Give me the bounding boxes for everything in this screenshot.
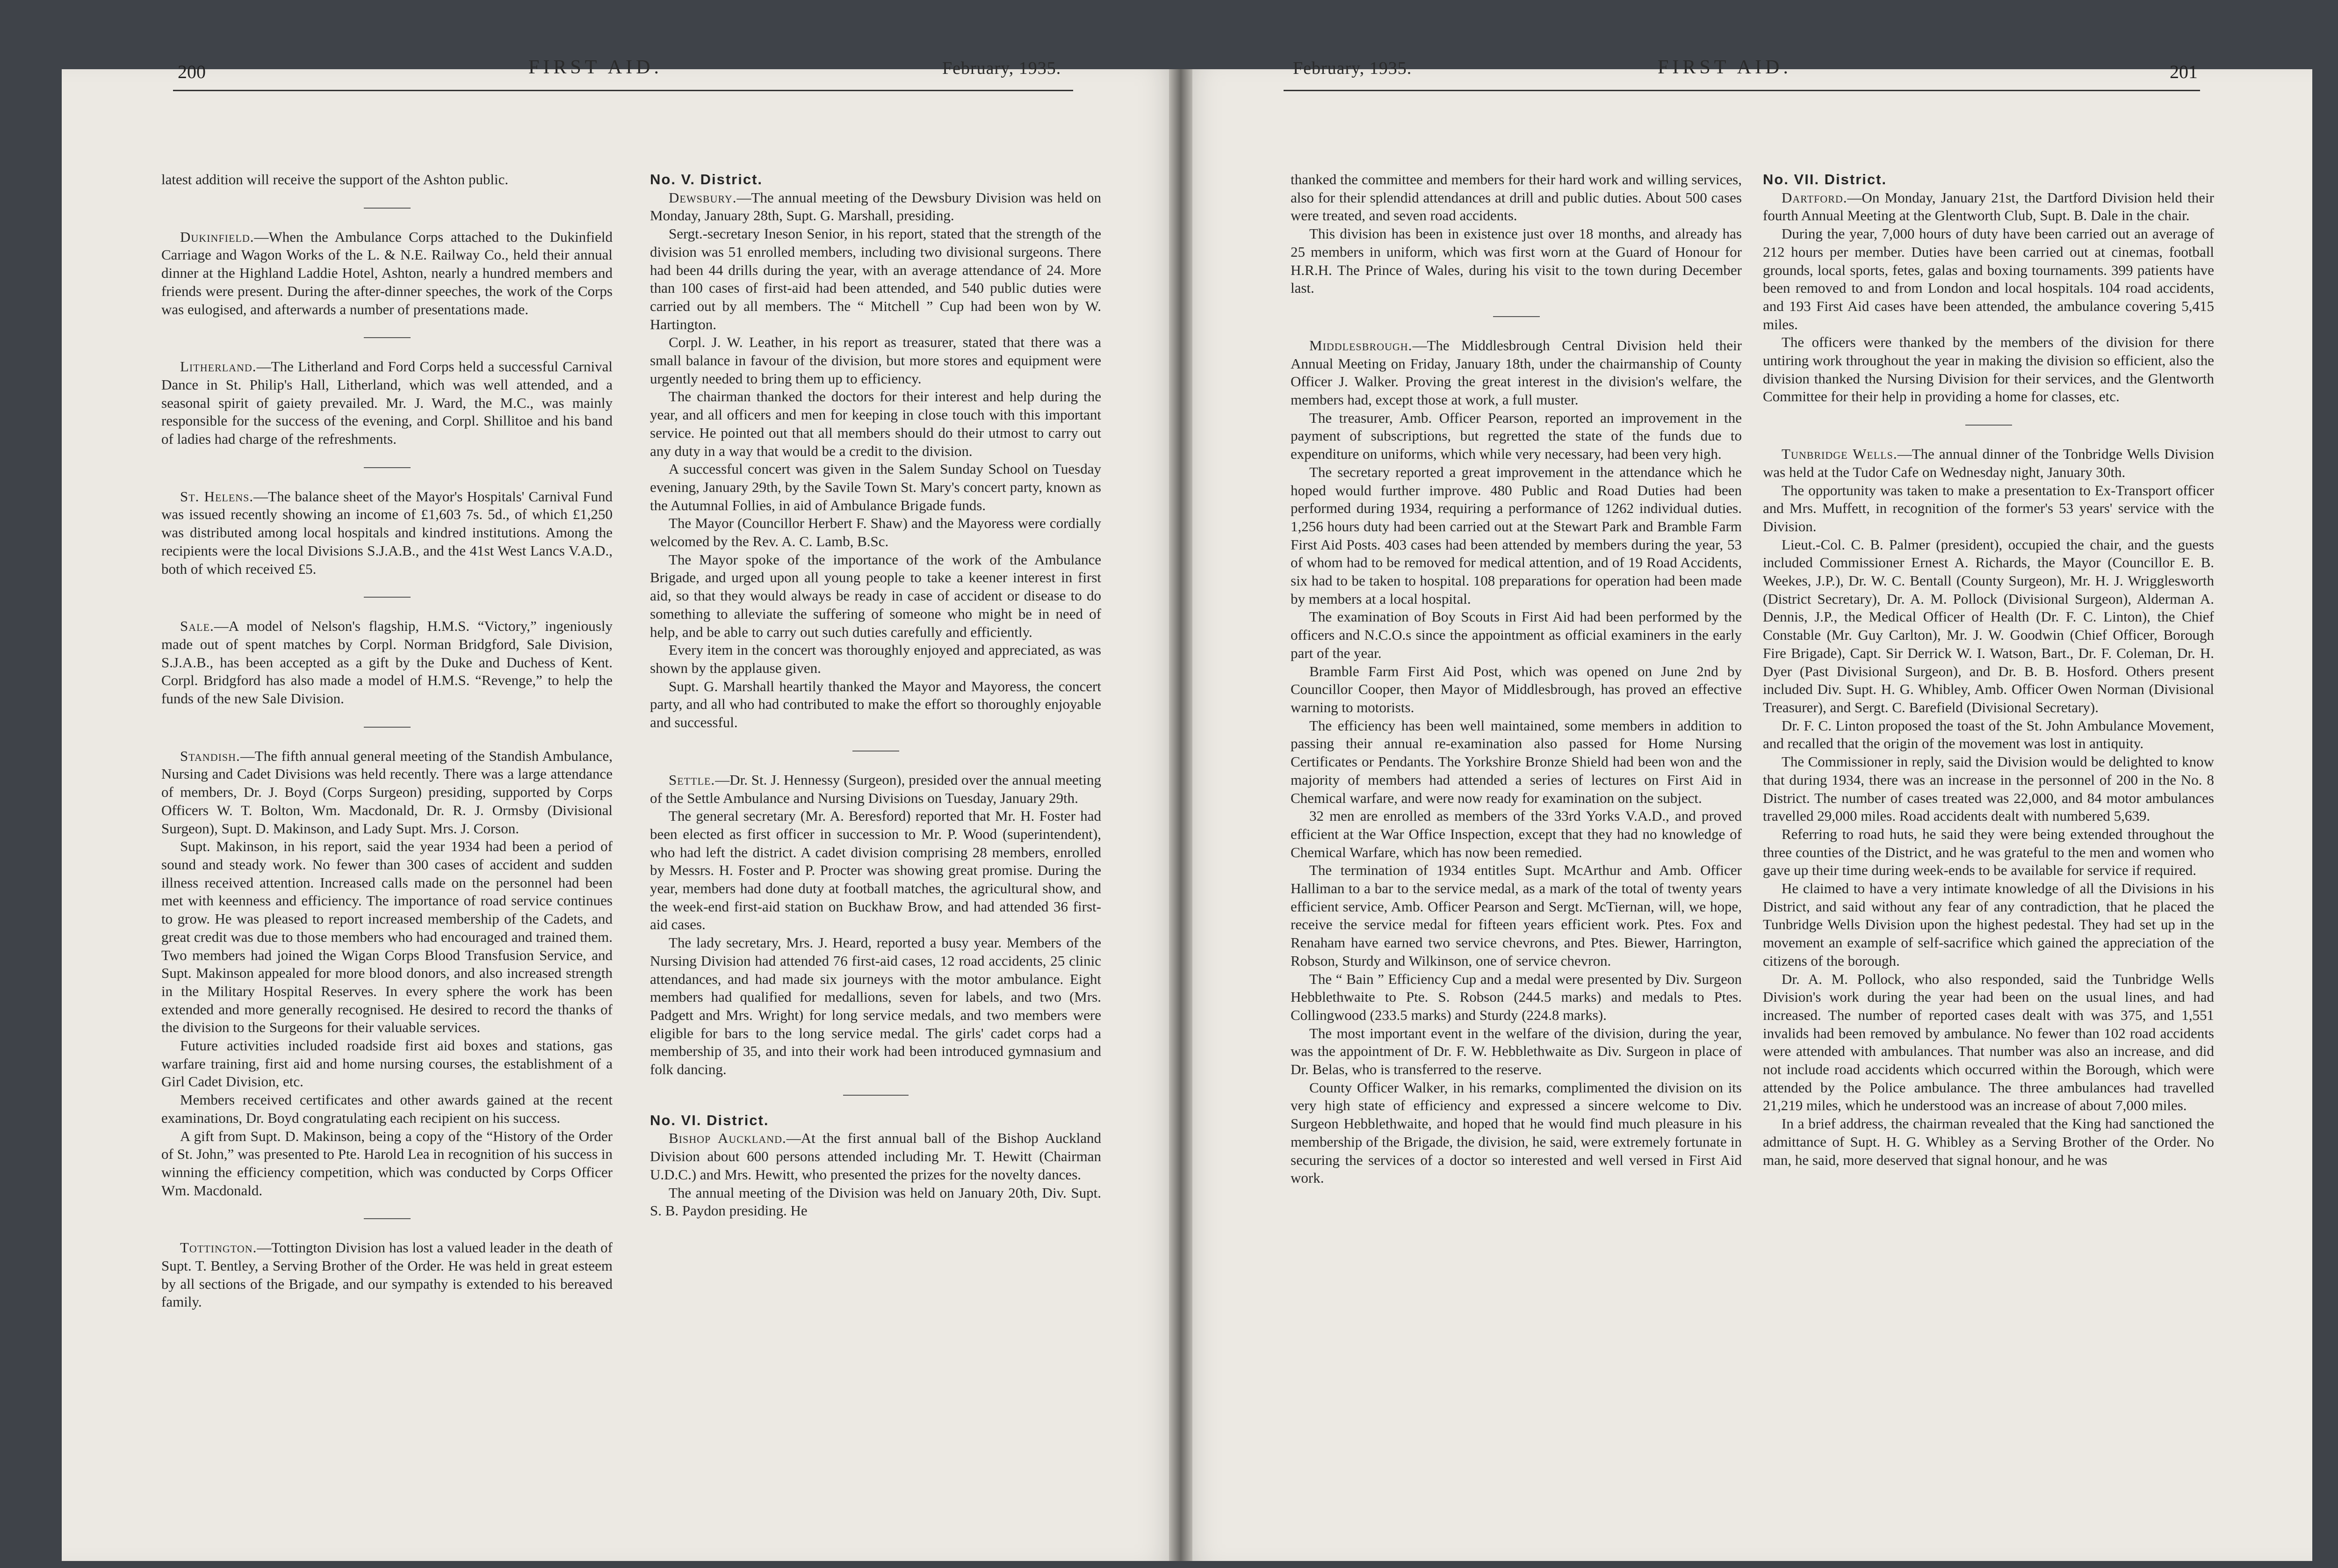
paragraph — [650, 225, 1101, 333]
paragraph — [1763, 1115, 2214, 1169]
paragraph-text: Dr. F. C. Linton proposed the toast of the St. John Ambulance Movement, and recalled that the origin of the movement was lost in antiquity. — [1763, 717, 2214, 752]
paragraph — [1291, 171, 1742, 225]
paragraph-text: A gift from Supt. D. Makinson, being a copy of the “History of the Order of St. John,” was presented to Pte. Harold Lea in recognition of his success in winning the efficiency competition, which was conducted by Corps Officer Wm. Macdonald. — [161, 1127, 613, 1199]
paragraph-text: —At the first annual ball of the Bishop Auckland Division about 600 persons attended including Mr. T. Hewitt (Chairman U.D.C.) and Mrs. Hewitt, who presented the prizes for the novelty dances. — [650, 1130, 1102, 1183]
paragraph — [1763, 333, 2214, 406]
paragraph — [650, 460, 1101, 514]
news-item — [161, 228, 613, 319]
place-name: Middlesbrough. — [1309, 337, 1413, 354]
paragraph-text: Corpl. J. W. Leather, in his report as treasurer, stated that there was a small balance in favour of the division, but more stores and equipment were urgently needed to bring them up to efficiency. — [650, 334, 1101, 387]
paragraph-text: —A model of Nelson's flagship, H.M.S. “Victory,” ingeniously made out of spent matches by Corpl. Norman Bridgford, Sale Division, S.J.A.B., has been accepted as a gift by the Duke and Duchess of Kent. Corpl. Bridgford has also made a model of H.M.S. “Revenge,” to help the funds of the new Sale Division. — [161, 618, 613, 707]
paragraph-text: —The Middlesbrough Central Division held their Annual Meeting on Friday, January 18th, under the chairmanship of County Officer J. Walker. Proving the great interest in the division's welfare, the members had, except those at work, a full muster. — [1291, 337, 1742, 408]
paragraph-text: —The annual meeting of the Dewsbury Division was held on Monday, January 28th, Supt. G. Marshall, presiding. — [650, 189, 1101, 224]
place-name: St. Helens. — [180, 488, 254, 505]
paragraph — [161, 1091, 613, 1127]
paragraph-text: In a brief address, the chairman revealed that the King had sanctioned the admittance of Supt. H. G. Whibley as a Serving Brother of the Order. No man, he said, more deserved that signal honour, and he was — [1763, 1115, 2214, 1168]
paragraph-separator — [364, 597, 411, 598]
paragraph-text: The most important event in the welfare of the division, during the year, was the appointment of Dr. F. W. Hebblethwaite as Div. Surgeon in place of Dr. Belas, who is transferred to the reserve. — [1291, 1025, 1742, 1078]
paragraph-text: —The annual dinner of the Tonbridge Wells Division was held at the Tudor Cafe on Wednesday night, January 30th. — [1763, 446, 2214, 480]
paragraph-text: The “ Bain ” Efficiency Cup and a medal were presented by Div. Surgeon Hebblethwaite to Pte. S. Robson (244.5 marks) and medals to Ptes. Collingwood (233.5 marks) and Sturdy (224.8 marks). — [1291, 970, 1742, 1023]
section-divider — [843, 1095, 909, 1096]
paragraph — [161, 171, 613, 189]
paragraph-text: The Mayor (Councillor Herbert F. Shaw) and the Mayoress were cordially welcomed by the Rev. A. C. Lamb, B.Sc. — [650, 515, 1101, 550]
paragraph — [1291, 1025, 1742, 1079]
paragraph-text: —When the Ambulance Corps attached to the Dukinfield Carriage and Wagon Works of the L. & N.E. Railway Co., held their annual dinner at the Highland Laddie Hotel, Ashton, nearly a hundred members and friends were present. During the after-dinner speeches, the work of the Corps was eulogised, and afterwards a number of presentations made. — [161, 228, 613, 318]
book-gutter — [1169, 69, 1192, 1561]
paragraph — [1291, 608, 1742, 662]
paragraph-text: The Commissioner in reply, said the Division would be delighted to know that during 1934, there was an increase in the personnel of 200 in the No. 8 District. The number of cases treated was 22,000, and 84 motor ambulances travelled 29,000 miles. Road accidents dealt with numbered 5,639. — [1763, 753, 2214, 824]
paragraph — [650, 333, 1101, 388]
left-column-1 — [161, 171, 613, 1311]
right-column-1 — [1291, 171, 1742, 1187]
news-item — [1763, 445, 2214, 481]
district-heading: No. VII. District. — [1763, 171, 1887, 188]
paragraph — [1291, 663, 1742, 717]
left-page-number: 200 — [178, 61, 206, 82]
paragraph-text: —The balance sheet of the Mayor's Hospitals' Carnival Fund was issued recently showing an income of £1,603 7s. 5d., of which £1,250 was distributed among local hospitals and kindred institutions. Among the recipients were the local Divisions S.J.A.B., and the 41st West Lancs V.A.D., both of which received £5. — [161, 488, 613, 577]
paragraph-separator — [364, 467, 411, 468]
paragraph-text: Dr. A. M. Pollock, who also responded, said the Tunbridge Wells Division's work during the year had been on the usual lines, and had increased. The number of reported cases dealt with was 375, and 1,551 invalids had been removed by ambulance. No fewer than 102 road accidents were attended with ambulances. That number was also an increase, and did not include road accidents which occurred within the Borough, which were attended by the Police ambulance. The three ambulances had travelled 21,219 miles, which he understood was an increase of about 7,000 miles. — [1763, 970, 2214, 1114]
paragraph — [1763, 482, 2214, 536]
paragraph — [161, 838, 613, 1037]
news-item — [650, 1129, 1101, 1184]
paragraph — [1763, 536, 2214, 717]
district-heading: No. VI. District. — [650, 1112, 769, 1128]
paragraph-text: thanked the committee and members for their hard work and willing services, also for their splendid attendances at drill and public duties. About 500 cases were treated, and seven road accidents. — [1291, 171, 1742, 224]
paragraph — [650, 514, 1101, 550]
paragraph-text: The annual meeting of the Division was held on January 20th, Div. Supt. S. B. Paydon presiding. He — [650, 1184, 1101, 1219]
paragraph-text: —Tottington Division has lost a valued leader in the death of Supt. T. Bentley, a Serving Brother of the Order. He was held in great esteem by all sections of the Brigade, and our sympathy is extended to his bereaved family. — [161, 1239, 613, 1310]
paragraph-text: Referring to road huts, he said they were being extended throughout the three counties of the District, and he was grateful to the men and women who gave up their time during week-ends to be available for service if required. — [1763, 825, 2214, 879]
paragraph-text: Future activities included roadside first aid boxes and stations, gas warfare training, first aid and home nursing courses, the establishment of a Girl Cadet Division, etc. — [161, 1037, 613, 1090]
paragraph-text: Supt. G. Marshall heartily thanked the Mayor and Mayoress, the concert party, and all who had contributed to make the effort so thoroughly enjoyable and successful. — [650, 678, 1101, 731]
paragraph-separator — [364, 727, 411, 728]
left-running-title: FIRST AID. — [528, 57, 663, 78]
news-item — [161, 617, 613, 708]
paragraph-text: Sergt.-secretary Ineson Senior, in his report, stated that the strength of the division was 51 enrolled members, including two divisional surgeons. There had been 44 drills during the year, with an average attendance of 24. More than 100 cases of first-aid had been attended, and 540 public duties were carried out by all members. The “ Mitchell ” Cup had been won by W. Hartington. — [650, 225, 1101, 332]
paragraph — [1291, 807, 1742, 861]
left-column-2 — [650, 171, 1101, 1220]
paragraph-text: This division has been in existence just over 18 months, and already has 25 members in uniform, which was first worn at the Guard of Honour for H.R.H. The Prince of Wales, during his visit to the town during December last. — [1291, 225, 1742, 296]
news-item — [1291, 337, 1742, 409]
right-page-number: 201 — [2170, 61, 2198, 82]
paragraph-text: During the year, 7,000 hours of duty have been carried out an average of 212 hours per member. Duties have been carried out at cinemas, football grounds, local sports, fetes, galas and boxing tournaments. 399 patients have been removed to and from London and local hospitals. 104 road accidents, and 193 First Aid cases have been attended, the ambulance covering 5,415 miles. — [1763, 225, 2214, 332]
right-column-2 — [1763, 171, 2214, 1169]
paragraph — [1763, 753, 2214, 825]
paragraph — [650, 388, 1101, 460]
paragraph-separator — [364, 337, 411, 338]
paragraph-text: The general secretary (Mr. A. Beresford) reported that Mr. H. Foster had been elected as first officer in succession to Mr. P. Wood (superintendent), who had left the district. A cadet division comprising 28 members, enrolled by Messrs. H. Foster and P. Procter was showing great promise. During the year, members had done duty at football matches, the agricultural show, and the week-end first-aid station on Buckhaw Brow, and had attended 36 first-aid cases. — [650, 808, 1101, 933]
place-name: Tunbridge Wells. — [1782, 446, 1898, 462]
paragraph — [1763, 970, 2214, 1115]
paragraph — [650, 807, 1101, 934]
place-name: Dartford. — [1782, 189, 1847, 206]
paragraph-text: —The Litherland and Ford Corps held a successful Carnival Dance in St. Philip's Hall, Litherland, which was well attended, and a seasonal spirit of gaiety prevailed. Mr. J. Ward, the M.C., was mainly responsible for the success of the evening, and Corpl. Shillitoe and his band of ladies had charge of the refreshments. — [161, 358, 613, 448]
paragraph — [1291, 861, 1742, 970]
news-item — [650, 771, 1101, 807]
news-item — [161, 488, 613, 578]
place-name: Tottington. — [180, 1239, 257, 1256]
news-item — [161, 358, 613, 448]
paragraph-separator — [1493, 316, 1540, 317]
place-name: Bishop Auckland. — [669, 1130, 787, 1147]
news-item — [161, 1239, 613, 1311]
paragraph — [650, 641, 1101, 677]
paragraph-text: Supt. Makinson, in his report, said the year 1934 had been a period of sound and steady work. No fewer than 300 cases of accident and sudden illness received attention. Increased calls made on the personnel had been met with keenness and efficiency. The importance of road service continues to grow. He was pleased to report increased membership of the Cadets, and great credit was due to those members who had encouraged and trained them. Two members had joined the Wigan Corps Blood Transfusion Service, and Supt. Makinson appealed for more blood donors, and also increased strength in the Military Hospital Reserves. In every sphere the work has been extended and more generally recognised. He desired to record the thanks of the division to the Surgeons for their valuable services. — [161, 838, 613, 1036]
paragraph-text: —Dr. St. J. Hennessy (Surgeon), presided over the annual meeting of the Settle Ambulance and Nursing Divisions on Tuesday, January 29th. — [650, 771, 1101, 806]
paragraph-text: 32 men are enrolled as members of the 33rd Yorks V.A.D., and proved efficient at the War Office Inspection, except that they had no knowledge of Chemical Warfare, which has now been remedied. — [1291, 808, 1742, 860]
place-name: Sale. — [180, 618, 214, 635]
paragraph-text: The chairman thanked the doctors for their interest and help during the year, and all officers and men for keeping in close touch with this important service. He pointed out that all members should do their utmost to carry out any duty in a way that would be a credit to the division. — [650, 388, 1101, 459]
paragraph — [1291, 225, 1742, 297]
news-item — [650, 189, 1101, 225]
paragraph — [650, 678, 1101, 732]
place-name: Dewsbury. — [669, 189, 737, 206]
paragraph-text: The officers were thanked by the members of the division for there untiring work throughout the year in making the division so efficient, also the division thanked the Nursing Division for their services, and the Glentworth Committee for their help in providing a home for classes, etc. — [1763, 334, 2214, 405]
district-heading: No. V. District. — [650, 171, 763, 188]
paragraph-text: —The fifth annual general meeting of the Standish Ambulance, Nursing and Cadet Divisions was held recently. There was a large attendance of members, Dr. J. Boyd (Corps Surgeon) presiding, supported by Corps Officers W. T. Bolton, Wm. Macdonald, Dr. R. J. Ormsby (Divisional Surgeon), Supt. D. Makinson, and Lady Supt. Mrs. J. Corson. — [161, 747, 613, 837]
paragraph-text: He claimed to have a very intimate knowledge of all the Divisions in his District, and said without any fear of any contradiction, that he placed the Tunbridge Wells Division upon the highest pedestal. They had set up in the movement an example of self-sacrifice which gained the appreciation of the citizens of the borough. — [1763, 880, 2214, 969]
paragraph-text: The opportunity was taken to make a presentation to Ex-Transport officer and Mrs. Muffett, in recognition of the former's 53 years' service with the Division. — [1763, 482, 2214, 535]
paragraph-text: The lady secretary, Mrs. J. Heard, reported a busy year. Members of the Nursing Division had attended 76 first-aid cases, 12 road accidents, 25 clinic attendances, and had made six journeys with the motor ambulance. Eight members had qualified for medallions, seven for labels, and two (Mrs. Padgett and Mrs. Wright) for long service medals, and two members were eligible for bars to the long service medal. The girls' cadet corps had a membership of 35, and into their work had been introduced gymnasium and folk dancing. — [650, 934, 1101, 1078]
paragraph — [650, 1184, 1101, 1220]
paragraph — [1291, 409, 1742, 463]
paragraph-text: Every item in the concert was thoroughly enjoyed and appreciated, as was shown by the applause given. — [650, 642, 1101, 676]
paragraph — [161, 1037, 613, 1091]
left-header-rule — [173, 90, 1073, 91]
paragraph — [1763, 225, 2214, 333]
paragraph — [161, 1127, 613, 1200]
paragraph-text: The treasurer, Amb. Officer Pearson, reported an improvement in the payment of subscriptions, but regretted the state of the funds due to expenditure on uniforms, which while very necessary, had been very high. — [1291, 409, 1742, 462]
paragraph-separator — [1965, 425, 2012, 426]
paragraph-text: Members received certificates and other awards gained at the recent examinations, Dr. Boyd congratulating each recipient on his success. — [161, 1091, 613, 1126]
paragraph-text: County Officer Walker, in his remarks, complimented the division on its very high state of efficiency and expressed a sincere welcome to Div. Surgeon Hebblethwaite, and hoped that he would find much pleasure in his membership of the Brigade, the division, he said, were extremely fortunate in securing the services of a doctor so interested and well versed in First Aid work. — [1291, 1079, 1742, 1186]
paragraph — [650, 934, 1101, 1079]
paragraph-text: The termination of 1934 entitles Supt. McArthur and Amb. Officer Halliman to a bar to the service medal, as a mark of the total of twenty years efficient service, Amb. Officer Pearson and Sergt. McTiernan, will, we hope, receive the service medal for fifteen years efficient work. Ptes. Fox and Renaham have earned two service chevrons, and Ptes. Biewer, Harrington, Robson, Sturdy and Wilkinson, one of service chevron. — [1291, 862, 1742, 969]
place-name: Litherland. — [180, 358, 257, 375]
paragraph — [1763, 825, 2214, 880]
paragraph-separator — [364, 1218, 411, 1219]
place-name: Dukinfield. — [180, 228, 254, 245]
news-item — [1763, 189, 2214, 225]
paragraph — [1291, 970, 1742, 1025]
paragraph-text: The examination of Boy Scouts in First Aid had been performed by the officers and N.C.O.s since the appointment as official examiners in the early part of the year. — [1291, 608, 1742, 661]
paragraph-text: —On Monday, January 21st, the Dartford Division held their fourth Annual Meeting at the Glentworth Club, Supt. B. Dale in the chair. — [1763, 189, 2214, 224]
paragraph — [1291, 463, 1742, 608]
paragraph — [1763, 717, 2214, 753]
paragraph — [1291, 1079, 1742, 1187]
paragraph-text: The secretary reported a great improvement in the attendance which he hoped would further improve. 480 Public and Road Duties had been performed during 1934, requiring a performance of 1262 individual duties. 1,256 hours duty had been carried out at the Stewart Park and Bramble Farm First Aid Posts. 403 cases had been attended by members during the year, 53 of whom had to be removed for medical attention, and of 19 Road Accidents, six had to be taken to hospital. 108 preparations for operation had been made by members at a local hospital. — [1291, 463, 1742, 607]
paragraph — [1291, 717, 1742, 808]
paragraph — [1763, 880, 2214, 970]
paragraph-text: Lieut.-Col. C. B. Palmer (president), occupied the chair, and the guests included Commissioner Ernest A. Richards, the Mayor (Councillor E. B. Weekes, J.P.), Dr. W. C. Bentall (County Surgeon), Mr. H. J. Wrigglesworth (District Secretary), Dr. A. M. Pollock (Divisional Surgeon), Alderman A. Dennis, J.P., the Medical Officer of Health (Dr. F. C. Linton), the Chief Constable (Mr. Guy Carlton), Mr. J. W. Goodwin (Chief Officer, Borough Fire Brigade), Capt. Sir Derrick W. I. Watson, Bart., Dr. F. Coleman, Dr. H. Dyer (Past Divisional Surgeon), and Dr. B. B. Hosford. Others present included Div. Supt. H. G. Whibley, Amb. Officer Owen Norman (Divisional Treasurer), and Sergt. C. Barefield (Divisional Secretary). — [1763, 536, 2214, 715]
left-running-date: February, 1935. — [942, 58, 1061, 78]
right-header-rule — [1284, 90, 2200, 91]
paragraph-text: The Mayor spoke of the importance of the work of the Ambulance Brigade, and urged upon all young people to take a keener interest in first aid, so that they would always be ready in case of accident or disease to do something to alleviate the suffering of someone who might be in need of help, and be able to carry out such duties carefully and efficiently. — [650, 551, 1101, 640]
place-name: Standish. — [180, 747, 240, 764]
place-name: Settle. — [669, 771, 715, 788]
right-running-date: February, 1935. — [1293, 58, 1412, 78]
paragraph-text: The efficiency has been well maintained, some members in addition to passing their annual re-examination also passed for Home Nursing Certificates or Pendants. The Yorkshire Bronze Shield had been won and the majority of members had attended a series of lectures on First Aid in Chemical warfare, and were now ready for examination on the subject. — [1291, 717, 1742, 806]
paragraph-text: latest addition will receive the support of the Ashton public. — [161, 171, 509, 188]
news-item — [161, 747, 613, 838]
paragraph-text: Bramble Farm First Aid Post, which was opened on June 2nd by Councillor Cooper, then Mayor of Middlesbrough, has proved an effective warning to motorists. — [1291, 663, 1742, 715]
right-running-title: FIRST AID. — [1658, 57, 1792, 78]
paragraph-separator — [364, 208, 411, 209]
paragraph-text: A successful concert was given in the Salem Sunday School on Tuesday evening, January 29th, by the Savile Town St. Mary's concert party, known as the Autumnal Follies, in aid of Ambulance Brigade funds. — [650, 461, 1101, 513]
paragraph — [650, 551, 1101, 642]
